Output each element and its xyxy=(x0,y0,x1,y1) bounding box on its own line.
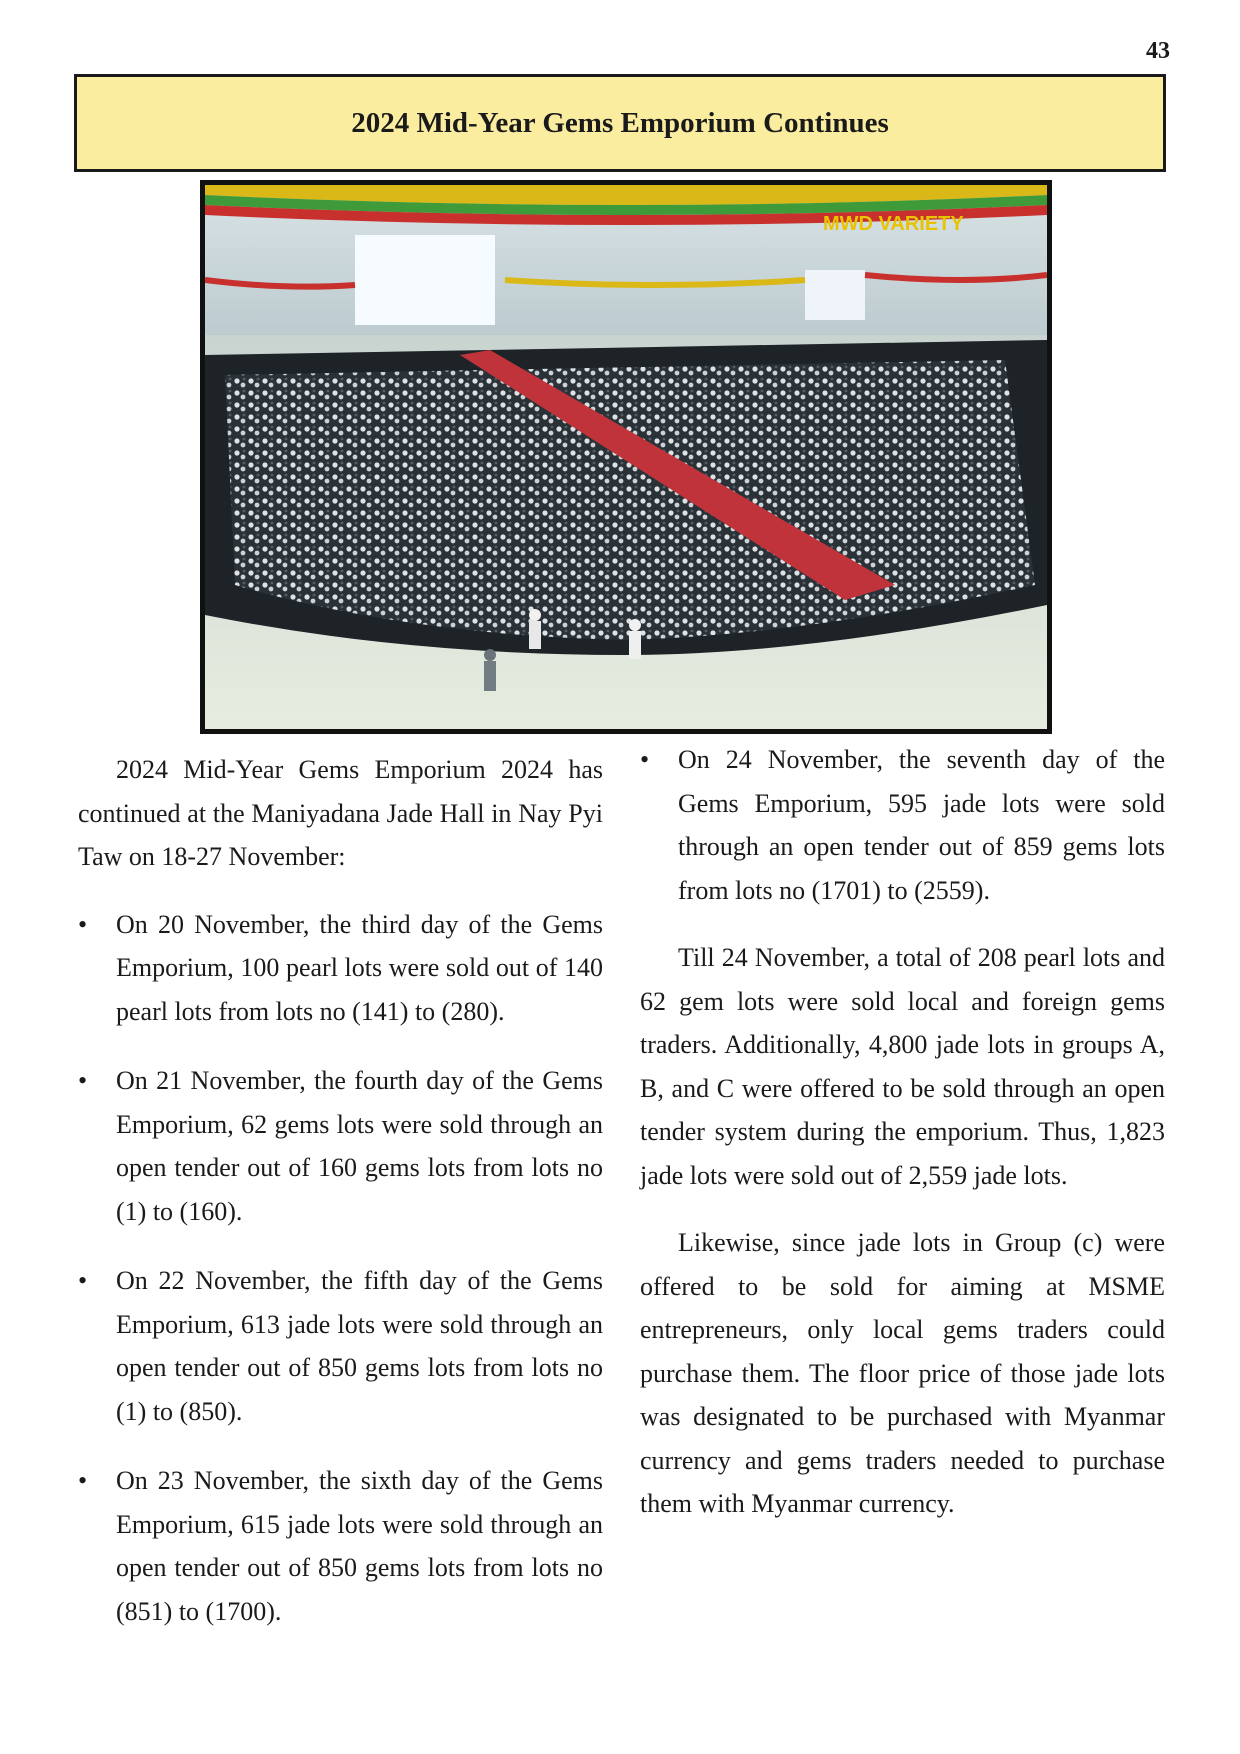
list-item: • On 23 November, the sixth day of the Gems Emporium, 615 jade lots were sold through an open tender out of 850 gems lots from lots no (851) to (1700). xyxy=(78,1459,603,1633)
watermark-text: MWD VARIETY xyxy=(823,213,964,235)
summary-paragraph: Till 24 November, a total of 208 pearl lots and 62 gem lots were sold local and foreign gems traders. Additionally, 4,800 jade lots in groups A, B, and C were offered to be sold through an open tender system during the emporium. Thus, 1,823 jade lots were sold out of 2,559 jade lots. xyxy=(640,943,1165,1190)
title-banner xyxy=(74,74,1166,172)
event-photo xyxy=(200,180,1052,734)
list-item: • On 24 November, the seventh day of the Gems Emporium, 595 jade lots were sold through an open tender out of 859 gems lots from lots no (1701) to (2559). xyxy=(640,738,1165,912)
intro-paragraph: 2024 Mid-Year Gems Emporium 2024 has continued at the Maniyadana Jade Hall in Nay Pyi Taw on 18-27 November: xyxy=(78,755,603,871)
list-item: • On 21 November, the fourth day of the Gems Emporium, 62 gems lots were sold through an open tender out of 160 gems lots from lots no (1) to (160). xyxy=(78,1059,603,1233)
right-bullet-list xyxy=(640,738,1165,912)
msme-paragraph: Likewise, since jade lots in Group (c) were offered to be sold for aiming at MSME entrepreneurs, only local gems traders could purchase them. The floor price of those jade lots was designated to be purchased with Myanmar currency and gems traders needed to purchase them with Myanmar currency. xyxy=(640,1228,1165,1518)
page-number: 43 xyxy=(1146,38,1170,64)
list-item: • On 22 November, the fifth day of the Gems Emporium, 613 jade lots were sold through an open tender out of 850 gems lots from lots no (1) to (850). xyxy=(78,1259,603,1433)
left-column xyxy=(78,748,603,1633)
list-item: • On 20 November, the third day of the Gems Emporium, 100 pearl lots were sold out of 140 pearl lots from lots no (141) to (280). xyxy=(78,903,603,1034)
page-title: 2024 Mid-Year Gems Emporium Continues xyxy=(351,106,889,139)
left-bullet-list xyxy=(78,903,603,1634)
right-column xyxy=(640,738,1165,1526)
photo-icon xyxy=(205,185,1047,729)
